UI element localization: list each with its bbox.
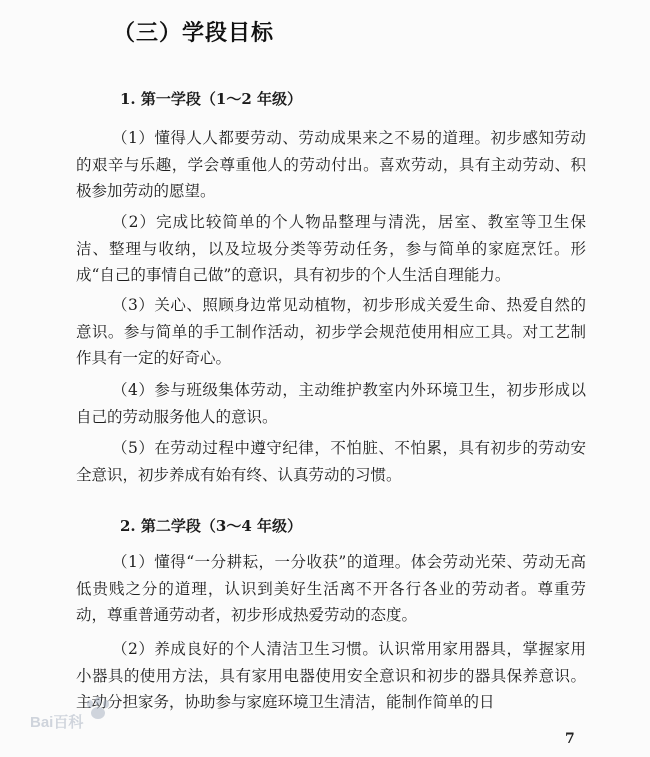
stage-2-item-1 — [76, 549, 586, 629]
item-number: （1） — [112, 553, 155, 571]
stage-2-heading: 2. 第二学段（3～4 年级） — [120, 517, 302, 535]
paw-logo-icon — [87, 697, 109, 719]
item-text: 关心、照顾身边常见动植物，初步形成关爱生命、热爱自然的意识。参与简单的手工制作活动，初步学会规范使用相应工具。对工艺制作具有一定的好奇心。 — [76, 296, 586, 367]
item-text: 养成良好的个人清洁卫生习惯。认识常用家用器具，掌握家用小器具的使用方法，具有家用电器使用安全意识和初步的器具保养意识。主动分担家务，协助参与家庭环境卫生清洁，能制作简单的日 — [76, 640, 586, 711]
section-title: （三）学段目标 — [113, 20, 275, 46]
baidu-baike-watermark — [28, 694, 138, 734]
item-number: （1） — [112, 129, 155, 147]
item-text: 懂得人人都要劳动、劳动成果来之不易的道理。初步感知劳动的艰辛与乐趣，学会尊重他人的劳动付出。喜欢劳动，具有主动劳动、积极参加劳动的愿望。 — [76, 129, 586, 200]
stage-2-item-2 — [76, 636, 586, 716]
item-text: 懂得“一分耕耘，一分收获”的道理。体会劳动光荣、劳动无高低贵贱之分的道理，认识到美好生活离不开各行各业的劳动者。尊重劳动，尊重普通劳动者，初步形成热爱劳动的态度。 — [76, 553, 586, 624]
item-number: （2） — [112, 640, 155, 658]
stage-1-heading: 1. 第一学段（1～2 年级） — [120, 90, 302, 108]
stage-1-item-4 — [76, 377, 586, 430]
watermark-text: Bai百科 — [30, 714, 84, 731]
item-text: 参与班级集体劳动，主动维护教室内外环境卫生，初步形成以自己的劳动服务他人的意识。 — [76, 381, 586, 426]
stage-1-item-5 — [76, 435, 586, 488]
stage-1-item-3 — [76, 292, 586, 372]
item-number: （2） — [112, 213, 157, 231]
item-number: （3） — [112, 296, 155, 314]
item-number: （5） — [112, 439, 155, 457]
item-text: 在劳动过程中遵守纪律，不怕脏、不怕累，具有初步的劳动安全意识，初步养成有始有终、认真劳动的习惯。 — [76, 439, 586, 484]
item-text: 完成比较简单的个人物品整理与清洗，居室、教室等卫生保洁、整理与收纳，以及垃圾分类等劳动任务，参与简单的家庭烹饪。形成“自己的事情自己做”的意识，具有初步的个人生活自理能力。 — [76, 213, 586, 284]
page-number: 7 — [565, 731, 575, 747]
item-number: （4） — [112, 381, 155, 399]
stage-1-item-1 — [76, 125, 586, 205]
stage-1-item-2 — [76, 209, 586, 289]
